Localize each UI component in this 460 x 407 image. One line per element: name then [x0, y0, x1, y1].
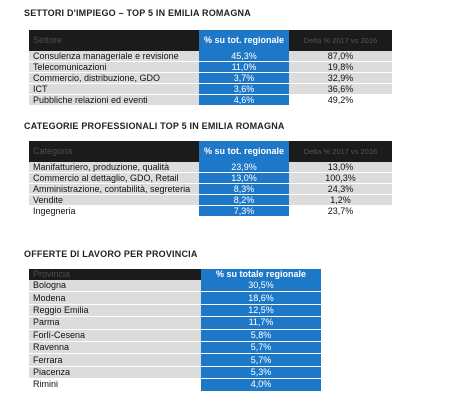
cell-percent: 3,7% [199, 73, 289, 84]
cell-delta: 49,2% [289, 95, 392, 106]
cell-settore: Telecomunicazioni [29, 62, 199, 73]
cell-settore: ICT [29, 84, 199, 95]
table-row [29, 206, 392, 217]
cell-delta: 19,8% [289, 62, 392, 73]
cell-categoria: Manifatturiero, produzione, qualità [29, 162, 199, 173]
column-header-percent: % su totale regionale [201, 269, 321, 280]
table-header-row [29, 141, 392, 162]
table-row [29, 173, 392, 184]
table-province [29, 269, 321, 392]
table-row [29, 317, 321, 329]
cell-percent: 4,0% [201, 379, 321, 391]
table-row [29, 292, 321, 304]
cell-delta: 36,6% [289, 84, 392, 95]
column-header-provincia: Provincia [29, 269, 201, 280]
cell-provincia: Forlì-Cesena [29, 329, 201, 341]
cell-categoria: Vendite [29, 195, 199, 206]
table-settori [29, 30, 392, 106]
cell-percent: 5,3% [201, 366, 321, 378]
cell-percent: 5,7% [201, 354, 321, 366]
cell-settore: Pubbliche relazioni ed eventi [29, 95, 199, 106]
table-row [29, 51, 392, 62]
table-row [29, 341, 321, 353]
table-row [29, 329, 321, 341]
cell-percent: 8,3% [199, 184, 289, 195]
cell-percent: 11,7% [201, 317, 321, 329]
cell-delta: 87,0% [289, 51, 392, 62]
cell-percent: 7,3% [199, 206, 289, 217]
table-categorie [29, 141, 392, 217]
cell-percent: 4,6% [199, 95, 289, 106]
table-row [29, 354, 321, 366]
table-row [29, 195, 392, 206]
cell-percent: 13,0% [199, 173, 289, 184]
cell-percent: 5,7% [201, 341, 321, 353]
section-title-categorie: CATEGORIE PROFESSIONALI TOP 5 IN EMILIA ROMAGNA [24, 121, 285, 131]
cell-percent: 8,2% [199, 195, 289, 206]
cell-categoria: Commercio al dettaglio, GDO, Retail [29, 173, 199, 184]
cell-percent: 12,5% [201, 304, 321, 316]
cell-percent: 23,9% [199, 162, 289, 173]
column-header-percent: % su tot. regionale [199, 30, 289, 51]
cell-percent: 11,0% [199, 62, 289, 73]
column-header-delta: Delta % 2017 vs 2016 [289, 30, 392, 51]
column-header-settore: Settore [29, 30, 199, 51]
cell-provincia: Bologna [29, 280, 201, 292]
table-row [29, 73, 392, 84]
cell-settore: Commercio, distribuzione, GDO [29, 73, 199, 84]
cell-provincia: Ravenna [29, 341, 201, 353]
table-row [29, 379, 321, 391]
cell-delta: 24,3% [289, 184, 392, 195]
cell-provincia: Rimini [29, 379, 201, 391]
section-title-settori: SETTORI D'IMPIEGO – TOP 5 IN EMILIA ROMAGNA [24, 8, 251, 18]
cell-provincia: Parma [29, 317, 201, 329]
section-title-province: OFFERTE DI LAVORO PER PROVINCIA [24, 249, 198, 259]
table-row [29, 84, 392, 95]
table-row [29, 304, 321, 316]
cell-provincia: Reggio Emilia [29, 304, 201, 316]
cell-delta: 100,3% [289, 173, 392, 184]
table-row [29, 162, 392, 173]
table-header-row [29, 269, 321, 280]
cell-provincia: Ferrara [29, 354, 201, 366]
cell-categoria: Amministrazione, contabilità, segreteria [29, 184, 199, 195]
table-header-row [29, 30, 392, 51]
table-row [29, 95, 392, 106]
table-row [29, 184, 392, 195]
cell-provincia: Modena [29, 292, 201, 304]
column-header-delta: Delta % 2017 vs 2016 [289, 141, 392, 162]
table-row [29, 62, 392, 73]
cell-percent: 18,6% [201, 292, 321, 304]
cell-delta: 32,9% [289, 73, 392, 84]
table-row [29, 280, 321, 292]
column-header-categoria: Categoria [29, 141, 199, 162]
cell-percent: 45,3% [199, 51, 289, 62]
cell-provincia: Piacenza [29, 366, 201, 378]
cell-percent: 30,5% [201, 280, 321, 292]
table-row [29, 366, 321, 378]
cell-categoria: Ingegneria [29, 206, 199, 217]
cell-delta: 13,0% [289, 162, 392, 173]
cell-percent: 3,6% [199, 84, 289, 95]
cell-percent: 5,8% [201, 329, 321, 341]
cell-delta: 23,7% [289, 206, 392, 217]
cell-delta: 1,2% [289, 195, 392, 206]
cell-settore: Consulenza manageriale e revisione [29, 51, 199, 62]
column-header-percent: % su tot. regionale [199, 141, 289, 162]
